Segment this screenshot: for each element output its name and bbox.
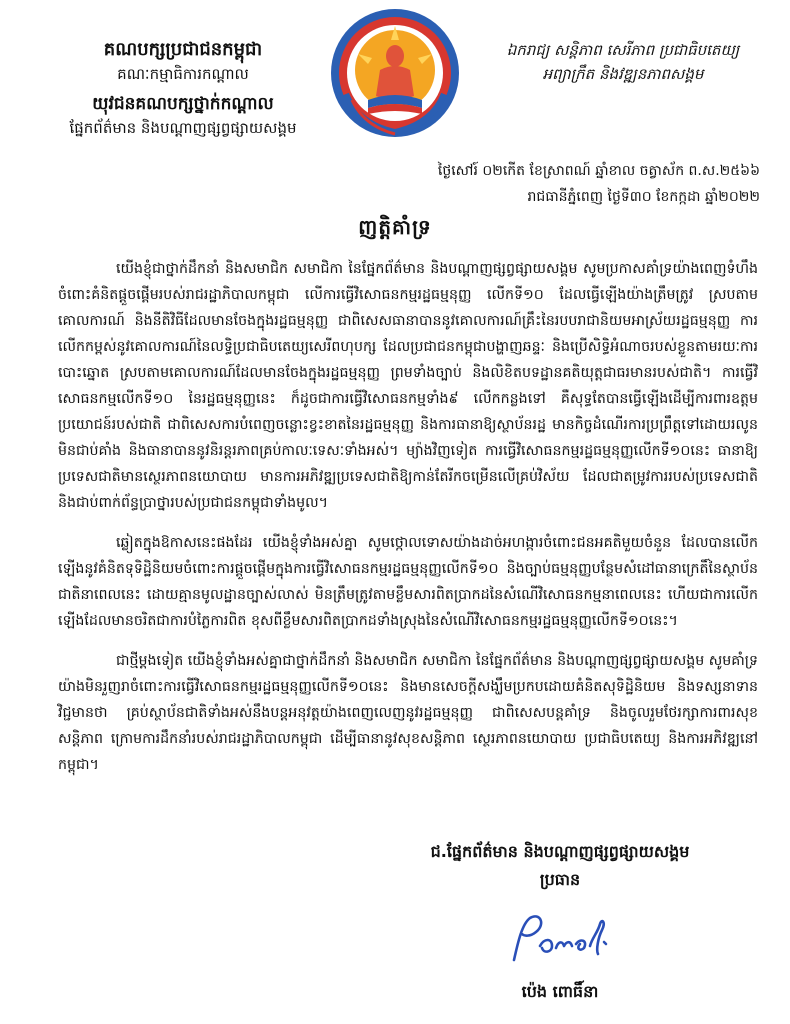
body-paragraph: យើងខ្ញុំជាថ្នាក់ដឹកនាំ និងសមាជិក សមាជិកា នៃផ្នែកព័ត៌មាន និងបណ្តាញផ្សព្វផ្សាយសង្គម សូមប្រកាសគាំទ្រយ៉ាងពេញទំហឹងចំពោះគំនិតផ្តួចផ្តើមរបស់រាជរដ្ឋាភិបាលកម្ពុជា លើការធ្វើវិសោធនកម្មរដ្ឋធម្មនុញ្ញ លើកទី១០ ដែលធ្វើឡើងយ៉ាងត្រឹមត្រូវ ស្របតាមគោលការណ៍ និងនីតិវិធីដែលមានចែងក្នុងរដ្ឋធម្មនុញ្ញ ជាពិសេសធានាបាននូវគោលការណ៍គ្រឹះនៃរបបរាជានិយមអាស្រ័យរដ្ឋធម្មនុញ្ញ ការលើកកម្ពស់នូវគោលការណ៍នៃលទ្ធិប្រជាធិបតេយ្យសេរីពហុបក្ស ដែលប្រជាជនកម្ពុជាបង្ហាញឆន្ទៈ និងប្រើសិទ្ធិអំណាចរបស់ខ្លួនតាមរយៈការបោះឆ្នោត ស្របតាមគោលការណ៍ដែលមានចែងក្នុងរដ្ឋធម្មនុញ្ញ ព្រមទាំងច្បាប់ និងលិខិតបទដ្ឋានគតិយុត្តជាធរមានរបស់ជាតិ។ ការធ្វើវិសោធនកម្មលើកទី១០ នៃរដ្ឋធម្មនុញ្ញនេះ ក៏ដូចជាការធ្វើវិសោធនកម្មទាំង៩ លើកកន្លងទៅ គឺសុទ្ធតែបានធ្វើឡើងដើម្បីការពារឧត្តមប្រយោជន៍របស់ជាតិ ជាពិសេសការបំពេញចន្លោះខ្វះខាតនៃរដ្ឋធម្មនុញ្ញ និងការធានាឱ្យស្ថាប័នរដ្ឋ មានកិច្ចដំណើរការប្រព្រឹត្តទៅដោយរលូន មិនជាប់គាំង និងធានាបាននូវនិរន្តរភាពគ្រប់កាលៈទេសៈទាំងអស់។ ម្យ៉ាងវិញទៀត ការធ្វើវិសោធនកម្មរដ្ឋធម្មនុញ្ញលើកទី១០នេះ ធានាឱ្យប្រទេសជាតិមានស្ថេរភាពនយោបាយ មានការអភិវឌ្ឍប្រទេសជាតិឱ្យកាន់តែរីកចម្រើនលើគ្រប់វិស័យ ដែលជាតម្រូវការរបស់ប្រទេសជាតិ និងជាប់ពាក់ព័ន្ធប្រាថ្នារបស់ប្រជាជនកម្ពុជាទាំងមូល។ xyxy=(58,261,758,511)
solar-date: រាជធានីភ្នំពេញ ថ្ងៃទី៣០ ខែកក្កដា ឆ្នាំ២០២២ xyxy=(527,189,760,205)
cpp-party-emblem-icon xyxy=(328,4,462,142)
issuer-header xyxy=(58,38,308,140)
signature-block xyxy=(360,838,760,1006)
motto-line-1: ឯករាជ្យ សន្តិភាព សេរីភាព ប្រជាធិបតេយ្យ xyxy=(506,41,740,59)
signatory-organization: ជ.ផ្នែកព័ត៌មាន និងបណ្តាញផ្សព្វផ្សាយសង្គម xyxy=(430,842,690,861)
department-name: ផ្នែកព័ត៌មាន និងបណ្តាញផ្សព្វផ្សាយសង្គម xyxy=(69,119,297,137)
motto-line-2: អព្យាក្រឹត និងវឌ្ឍនភាពសង្គម xyxy=(542,65,704,83)
handwritten-signature xyxy=(500,902,620,974)
kingdom-motto xyxy=(488,38,758,86)
body-paragraph: ឆ្លៀតក្នុងឱកាសនេះផងដែរ យើងខ្ញុំទាំងអស់គ្នា សូមថ្កោលទោសយ៉ាងដាច់អហង្ការចំពោះជនអគតិមួយចំនួន ដែលបានលើកឡើងនូវគំនិតទុទិដ្ឋិនិយមចំពោះការផ្តួចផ្តើមក្នុងការធ្វើវិសោធនកម្មរដ្ឋធម្មនុញ្ញលើកទី១០ និងច្បាប់ធម្មនុញ្ញបន្ថែមសំដៅធានាក្រេតិ៍នៃស្ថាប័នជាតិនាពេលនេះ ដោយគ្មានមូលដ្ឋានច្បាស់លាស់ មិនត្រឹមត្រូវតាមខ្លឹមសារពិតប្រាកដនៃសំណើវិសោធនកម្មនាពេលនេះ ហើយជាការលើកឡើងដែលមានចរិតជាការបំភ្លៃការពិត ខុសពីខ្លឹមសារពិតប្រាកដទាំងស្រុងនៃសំណើវិសោធនកម្មរដ្ឋធម្មនុញ្ញលើកទី១០នេះ។ xyxy=(58,535,758,629)
committee-name: គណៈកម្មាធិការកណ្តាល xyxy=(117,65,249,83)
document-title: ញត្តិគាំទ្រ xyxy=(358,215,432,239)
body-paragraph: ជាថ្មីម្តងទៀត យើងខ្ញុំទាំងអស់គ្នាជាថ្នាក់ដឹកនាំ និងសមាជិក សមាជិកា នៃផ្នែកព័ត៌មាន និងបណ្តាញផ្សព្វផ្សាយសង្គម សូមគាំទ្រយ៉ាងមិនរួញរាចំពោះការធ្វើវិសោធនកម្មរដ្ឋធម្មនុញ្ញលើកទី១០នេះ និងមានសេចក្តីសង្ឃឹមប្រកបដោយគំនិតសុទិដ្ឋិនិយម និងទស្សនាទានវិជ្ជមានថា គ្រប់ស្ថាប័នជាតិទាំងអស់នឹងបន្តអនុវត្តយ៉ាងពេញលេញនូវរដ្ឋធម្មនុញ្ញ ជាពិសេសបន្តគាំទ្រ និងចូលរួមថែរក្សាការពារសុខសន្តិភាព ក្រោមការដឹកនាំរបស់រាជរដ្ឋាភិបាលកម្ពុជា ដើម្បីធានានូវសុខសន្តិភាព ស្ថេរភាពនយោបាយ ប្រជាធិបតេយ្យ និងការអភិវឌ្ឍនៅកម្ពុជា។ xyxy=(58,653,758,773)
document-body xyxy=(58,256,758,792)
date-block xyxy=(300,158,760,210)
signatory-role: ប្រធាន xyxy=(539,870,581,889)
party-name: គណបក្សប្រជាជនកម្ពុជា xyxy=(103,39,263,60)
lunar-date: ថ្ងៃសៅរ៍ ០២កើត ខែស្រាពណ៍ ឆ្នាំខាល ចត្វាស័ក ព.ស.២៥៦៦ xyxy=(437,163,760,179)
youth-committee-name: យុវជនគណបក្សថ្នាក់កណ្តាល xyxy=(92,94,274,114)
signatory-name: ប៉េង ពោធិ៍នា xyxy=(521,982,599,1001)
